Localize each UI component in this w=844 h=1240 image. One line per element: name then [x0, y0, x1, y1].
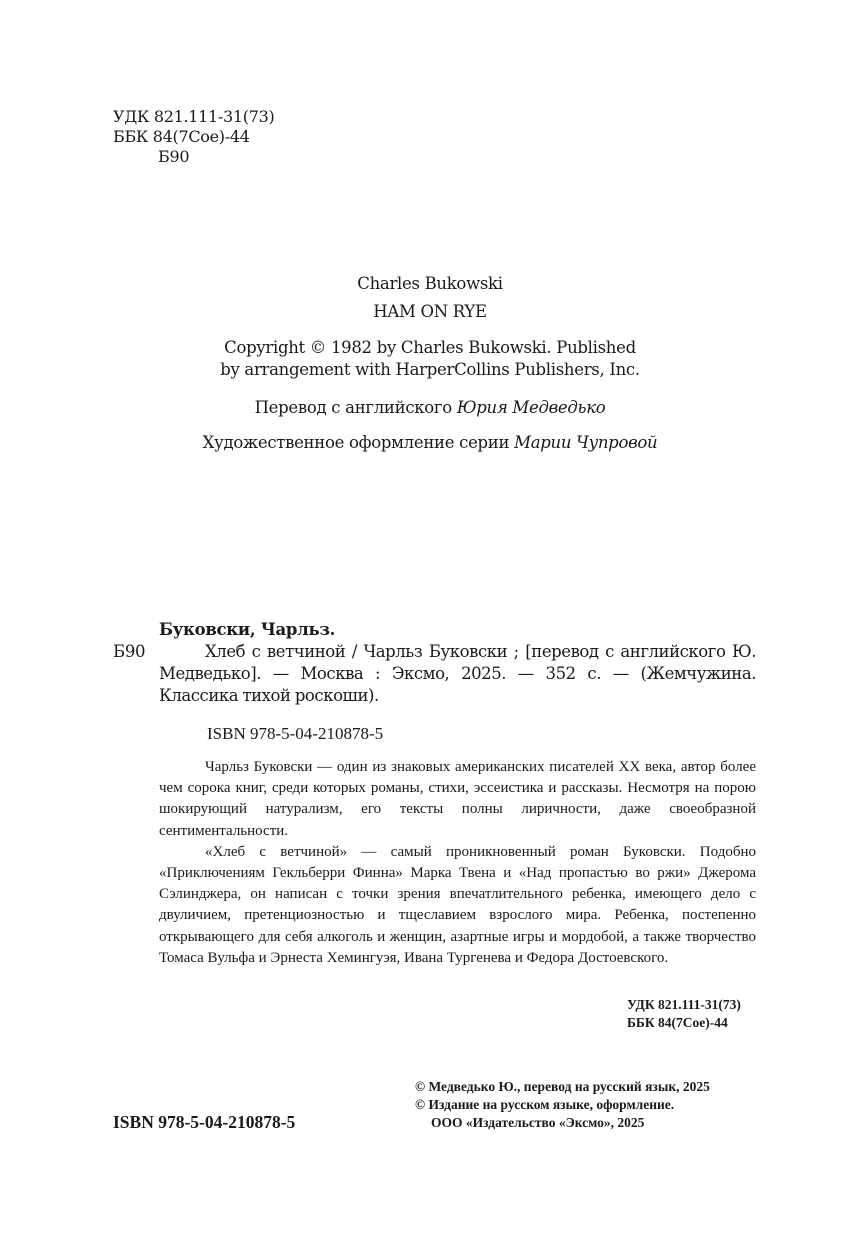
top-classification — [113, 107, 274, 167]
bbk-code: ББК 84(7Сое)-44 — [113, 127, 250, 146]
original-author-text: Charles Bukowski — [357, 274, 503, 293]
bottom-isbn: ISBN 978-5-04-210878-5 — [113, 1112, 296, 1132]
catalog-author-mark: Б90 — [113, 642, 146, 661]
annotation — [159, 757, 756, 969]
copyright-notice — [150, 337, 710, 381]
bottom-bbk-code: ББК 84(7Сое)-44 — [627, 1015, 728, 1030]
translation-prefix: Перевод с английского — [254, 398, 457, 417]
original-title-text: HAM ON RYE — [373, 302, 487, 321]
publisher-copyright: ООО «Издательство «Эксмо», 2025 — [431, 1115, 645, 1130]
catalog-description: Хлеб с ветчиной / Чарльз Буковски ; [перевод с английского Ю. Медведько]. — Москва : Эксмо, 2025. — 352 с. — (Жемчужина. Классика тихой роскоши). — [159, 642, 756, 705]
translator-name: Юрия Медведько — [456, 398, 606, 417]
original-title — [150, 301, 710, 323]
edition-copyright: © Издание на русском языке, оформление. — [415, 1097, 675, 1112]
udk-code: УДК 821.111-31(73) — [113, 107, 275, 126]
catalog-author-heading: Буковски, Чарльз. — [159, 620, 336, 639]
bottom-classification — [627, 996, 741, 1032]
author-mark: Б90 — [158, 147, 190, 166]
translation-credit — [150, 397, 710, 419]
annotation-paragraph: Чарльз Буковски — один из знаковых американских писателей XX века, автор более чем сорока книг, среди которых романы, стихи, эссеистика и рассказы. Несмотря на порою шокирующий натурализм, его тексты полны лиричности, даже своеобразной сентиментальности. — [159, 759, 756, 839]
annotation-paragraph: «Хлеб с ветчиной» — самый проникновенный роман Буковски. Подобно «Приключениям Гекльберри Финна» Марка Твена и «Над пропастью во ржи» Джерома Сэлинджера, он написан с точки зрения впечатлительного ребенка, имеющего дело с двуличием, претенциозностью и тщеславием взрослого мира. Ребенка, постепенно открывающего для себя алкоголь и женщин, азартные игры и мордобой, а также творчество Томаса Вульфа и Эрнеста Хемингуэя, Ивана Тургенева и Федора Достоевского. — [159, 843, 756, 966]
copyright-notices — [415, 1078, 710, 1132]
copyright-line-1: Copyright © 1982 by Charles Bukowski. Published — [224, 338, 636, 357]
design-credit — [150, 432, 710, 454]
catalog-isbn: ISBN 978-5-04-210878-5 — [207, 724, 384, 743]
design-prefix: Художественное оформление серии — [202, 433, 515, 452]
copyright-line-2: by arrangement with HarperCollins Publishers, Inc. — [220, 360, 640, 379]
original-author — [150, 273, 710, 295]
designer-name: Марии Чупровой — [514, 433, 658, 452]
bottom-udk-code: УДК 821.111-31(73) — [627, 997, 741, 1012]
translation-copyright: © Медведько Ю., перевод на русский язык, 2025 — [415, 1079, 710, 1094]
